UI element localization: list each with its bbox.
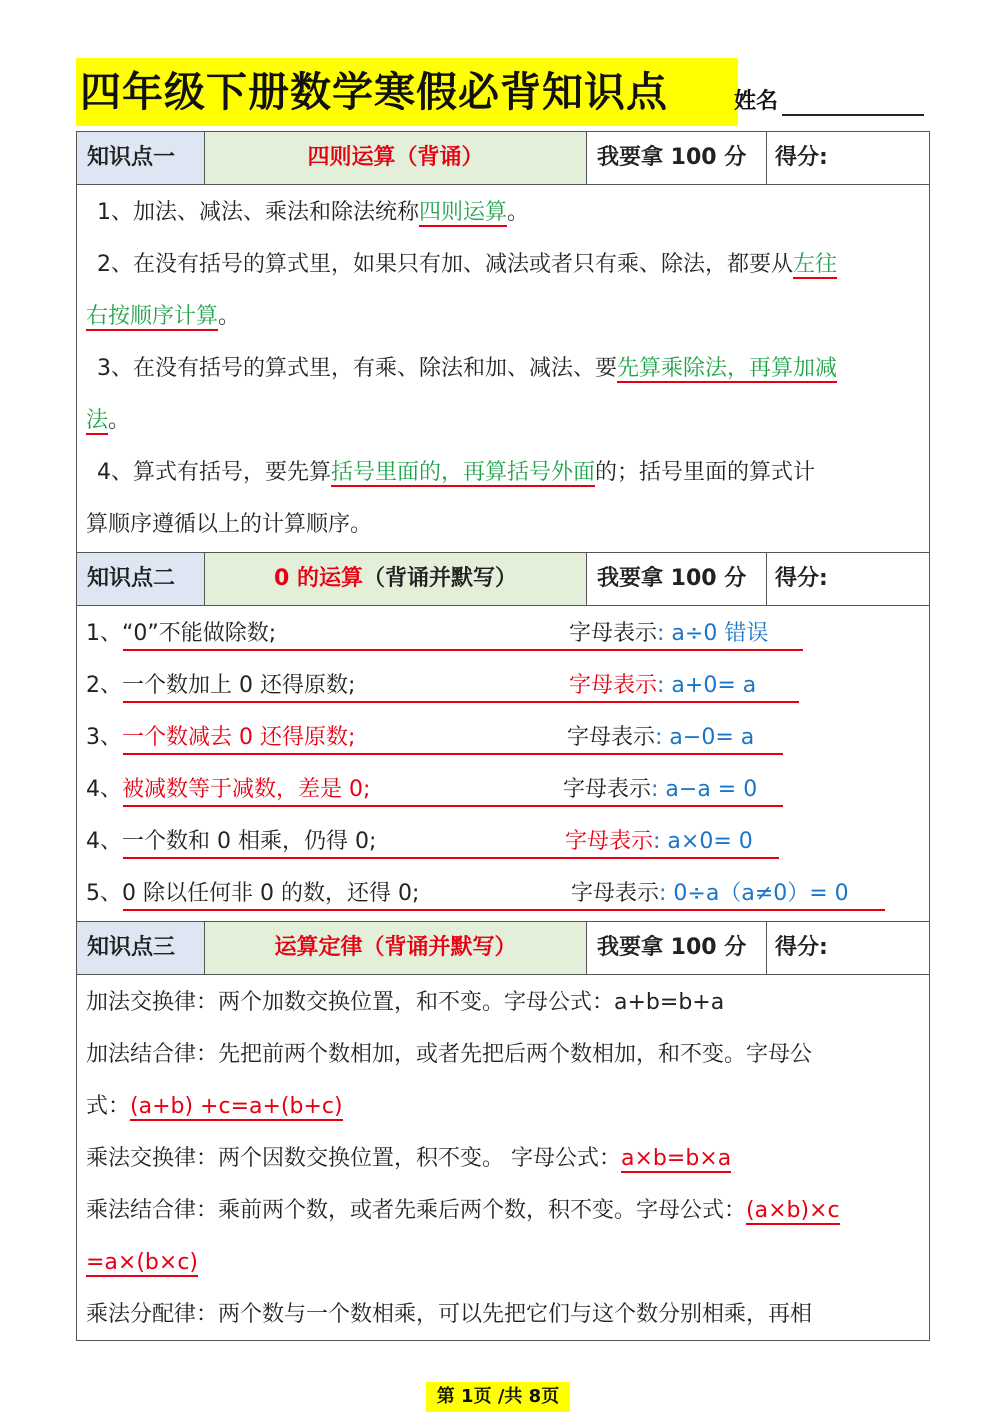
s2-row-6: 5、0 除以任何非 0 的数，还得 0; — [86, 881, 420, 906]
s1-line-4: 3、在没有括号的算式里，有乘、除法和加、减法、要先算乘除法，再算加减 — [97, 356, 838, 381]
section-2-score: 得分: — [775, 566, 828, 591]
section-3-goal: 我要拿 100 分 — [587, 922, 767, 974]
s2-row-4: 4、被减数等于减数，差是 0; — [86, 777, 371, 802]
title-row — [76, 58, 926, 126]
s2-row-5-underline — [123, 857, 779, 859]
name-blank-line[interactable] — [782, 114, 924, 116]
page-footer: 第 1页 /共 8页 — [426, 1382, 570, 1412]
s2-row-2: 2、一个数加上 0 还得原数; — [86, 673, 356, 698]
s3-line-2: 加法结合律：先把前两个数相加，或者先把后两个数相加，和不变。字母公 — [86, 1042, 813, 1067]
s1-line-1: 1、加法、减法、乘法和除法统称四则运算。 — [97, 200, 530, 225]
s2-row-5: 4、一个数和 0 相乘，仍得 0; — [86, 829, 377, 854]
section-1-number: 知识点一 — [77, 132, 205, 184]
section-3-topic-main: 运算定律 — [274, 935, 363, 960]
s2-row-5-formula: 字母表示: a×0= 0 — [565, 829, 753, 854]
s2-row-3-underline — [123, 753, 783, 755]
s3-line-1: 加法交换律：两个加数交换位置，和不变。字母公式：a+b=b+a — [86, 990, 725, 1015]
s1-line-2: 2、在没有括号的算式里，如果只有加、减法或者只有乘、除法，都要从左往 — [97, 252, 838, 277]
s1-line-7: 算顺序遵循以上的计算顺序。 — [86, 512, 373, 537]
section-2-topic — [205, 553, 587, 605]
s2-row-1-underline — [123, 649, 803, 651]
section-2-goal: 我要拿 100 分 — [587, 553, 767, 605]
section-1-header — [77, 132, 929, 185]
s3-line-4: 乘法交换律：两个因数交换位置，积不变。 字母公式：a×b=b×a — [86, 1146, 732, 1171]
s2-row-1: 1、“0”不能做除数; — [86, 621, 277, 646]
section-3-header — [77, 922, 929, 975]
s3-line-6: =a×(b×c) — [86, 1250, 199, 1275]
section-1 — [76, 131, 930, 553]
section-2 — [76, 552, 930, 922]
s2-row-3: 3、一个数减去 0 还得原数; — [86, 725, 356, 750]
s1-line-6: 4、算式有括号，要先算括号里面的，再算括号外面的；括号里面的算式计 — [97, 460, 816, 485]
s3-line-7: 乘法分配律：两个数与一个数相乘，可以先把它们与这个数分别相乘，再相 — [86, 1302, 813, 1327]
section-3-number: 知识点三 — [77, 922, 205, 974]
s2-row-6-underline — [123, 909, 885, 911]
section-1-topic-note: （背诵） — [395, 145, 484, 170]
section-1-topic — [205, 132, 587, 184]
s2-row-1-formula: 字母表示: a÷0 错误 — [569, 621, 769, 646]
s2-row-2-formula: 字母表示: a+0= a — [569, 673, 757, 698]
section-3-score: 得分: — [775, 935, 828, 960]
s1-line-5: 法。 — [86, 408, 131, 433]
name-label: 姓名 — [734, 89, 779, 114]
section-1-goal: 我要拿 100 分 — [587, 132, 767, 184]
section-3-topic-note: （背诵并默写） — [362, 935, 517, 960]
section-1-score: 得分: — [775, 145, 828, 170]
section-2-number: 知识点二 — [77, 553, 205, 605]
page-title: 四年级下册数学寒假必背知识点 — [76, 58, 738, 126]
s2-row-2-underline — [123, 701, 799, 703]
section-3 — [76, 921, 930, 1341]
s3-line-5: 乘法结合律：乘前两个数，或者先乘后两个数，积不变。字母公式：(a×b)×c — [86, 1198, 840, 1223]
section-2-header — [77, 553, 929, 606]
s2-row-6-formula: 字母表示: 0÷a（a≠0）= 0 — [571, 881, 849, 906]
section-2-topic-main: 0 的运算 — [274, 566, 363, 591]
s2-row-4-underline — [123, 805, 783, 807]
s1-line-3: 右按顺序计算。 — [86, 304, 241, 329]
section-2-topic-note: （背诵并默写） — [362, 566, 517, 591]
section-3-topic — [205, 922, 587, 974]
s2-row-3-formula: 字母表示: a−0= a — [567, 725, 755, 750]
s2-row-4-formula: 字母表示: a−a = 0 — [563, 777, 758, 802]
section-1-topic-main: 四则运算 — [307, 145, 396, 170]
s3-line-3: 式：(a+b) +c=a+(b+c) — [86, 1094, 343, 1119]
